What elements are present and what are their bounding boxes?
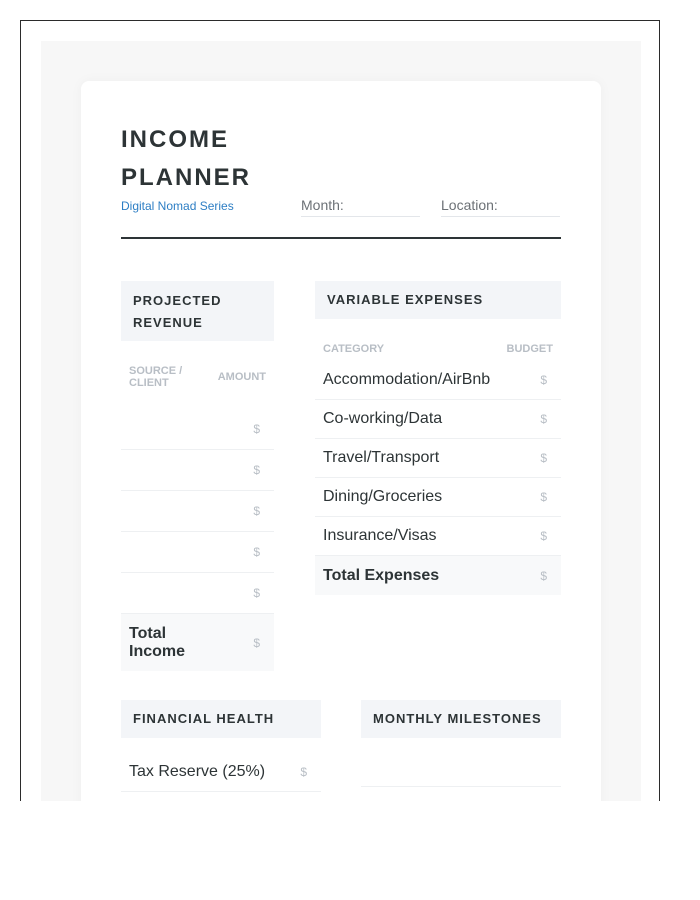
- page-title: INCOME PLANNER: [121, 126, 252, 191]
- month-label: Month:: [301, 197, 344, 213]
- revenue-amount[interactable]: $: [253, 422, 260, 436]
- revenue-amount[interactable]: $: [253, 545, 260, 559]
- total-expenses-row: [315, 556, 561, 595]
- column-source-client: SOURCE / CLIENT: [129, 365, 183, 389]
- total-income-row: [121, 614, 274, 671]
- revenue-amount[interactable]: $: [253, 504, 260, 518]
- planner-card: [81, 81, 601, 801]
- expense-row[interactable]: [315, 400, 561, 439]
- header-divider: [121, 237, 561, 239]
- variable-expenses-section: [315, 281, 561, 595]
- expense-budget[interactable]: $: [540, 373, 547, 387]
- column-budget: BUDGET: [506, 343, 553, 355]
- revenue-column-headers: [121, 341, 274, 409]
- financial-health-section: [121, 700, 321, 792]
- expense-category: Travel/Transport: [323, 449, 440, 466]
- revenue-amount[interactable]: $: [253, 463, 260, 477]
- location-label: Location:: [441, 197, 498, 213]
- column-category: CATEGORY: [323, 343, 385, 355]
- revenue-row[interactable]: [121, 409, 274, 450]
- revenue-row[interactable]: [121, 532, 274, 573]
- revenue-row[interactable]: [121, 450, 274, 491]
- monthly-milestones-heading: MONTHLY MILESTONES: [361, 700, 561, 738]
- monthly-milestones-section: [361, 700, 561, 787]
- total-income-amount[interactable]: $: [253, 635, 260, 650]
- milestone-line[interactable]: [361, 738, 561, 787]
- variable-expenses-heading: VARIABLE EXPENSES: [315, 281, 561, 319]
- expense-category: Insurance/Visas: [323, 527, 437, 544]
- tax-reserve-label: Tax Reserve (25%): [129, 762, 266, 780]
- month-field[interactable]: [301, 197, 420, 217]
- expense-budget[interactable]: $: [540, 490, 547, 504]
- location-field[interactable]: [441, 197, 560, 217]
- projected-revenue-heading: PROJECTED REVENUE: [121, 281, 274, 341]
- expense-category: Dining/Groceries: [323, 488, 443, 505]
- series-subtitle: Digital Nomad Series: [121, 199, 234, 213]
- expenses-column-headers: [315, 319, 561, 361]
- expense-budget[interactable]: $: [540, 412, 547, 426]
- expense-row[interactable]: [315, 517, 561, 556]
- expense-budget[interactable]: $: [540, 529, 547, 543]
- expense-category: Accommodation/AirBnb: [323, 371, 491, 388]
- revenue-row[interactable]: [121, 573, 274, 614]
- column-amount: AMOUNT: [217, 371, 266, 383]
- expense-budget[interactable]: $: [540, 451, 547, 465]
- projected-revenue-section: [121, 281, 274, 671]
- financial-health-heading: FINANCIAL HEALTH: [121, 700, 321, 738]
- revenue-row[interactable]: [121, 491, 274, 532]
- expense-row[interactable]: [315, 361, 561, 400]
- total-expenses-amount[interactable]: $: [540, 568, 547, 583]
- expense-row[interactable]: [315, 439, 561, 478]
- expense-category: Co-working/Data: [323, 410, 443, 427]
- total-expenses-label: Total Expenses: [323, 566, 440, 584]
- tax-reserve-row[interactable]: [121, 738, 321, 792]
- tax-reserve-amount[interactable]: $: [300, 764, 307, 779]
- page-background: [41, 41, 641, 801]
- revenue-amount[interactable]: $: [253, 586, 260, 600]
- total-income-label: Total Income: [129, 624, 186, 660]
- expense-row[interactable]: [315, 478, 561, 517]
- page-frame: [20, 20, 660, 801]
